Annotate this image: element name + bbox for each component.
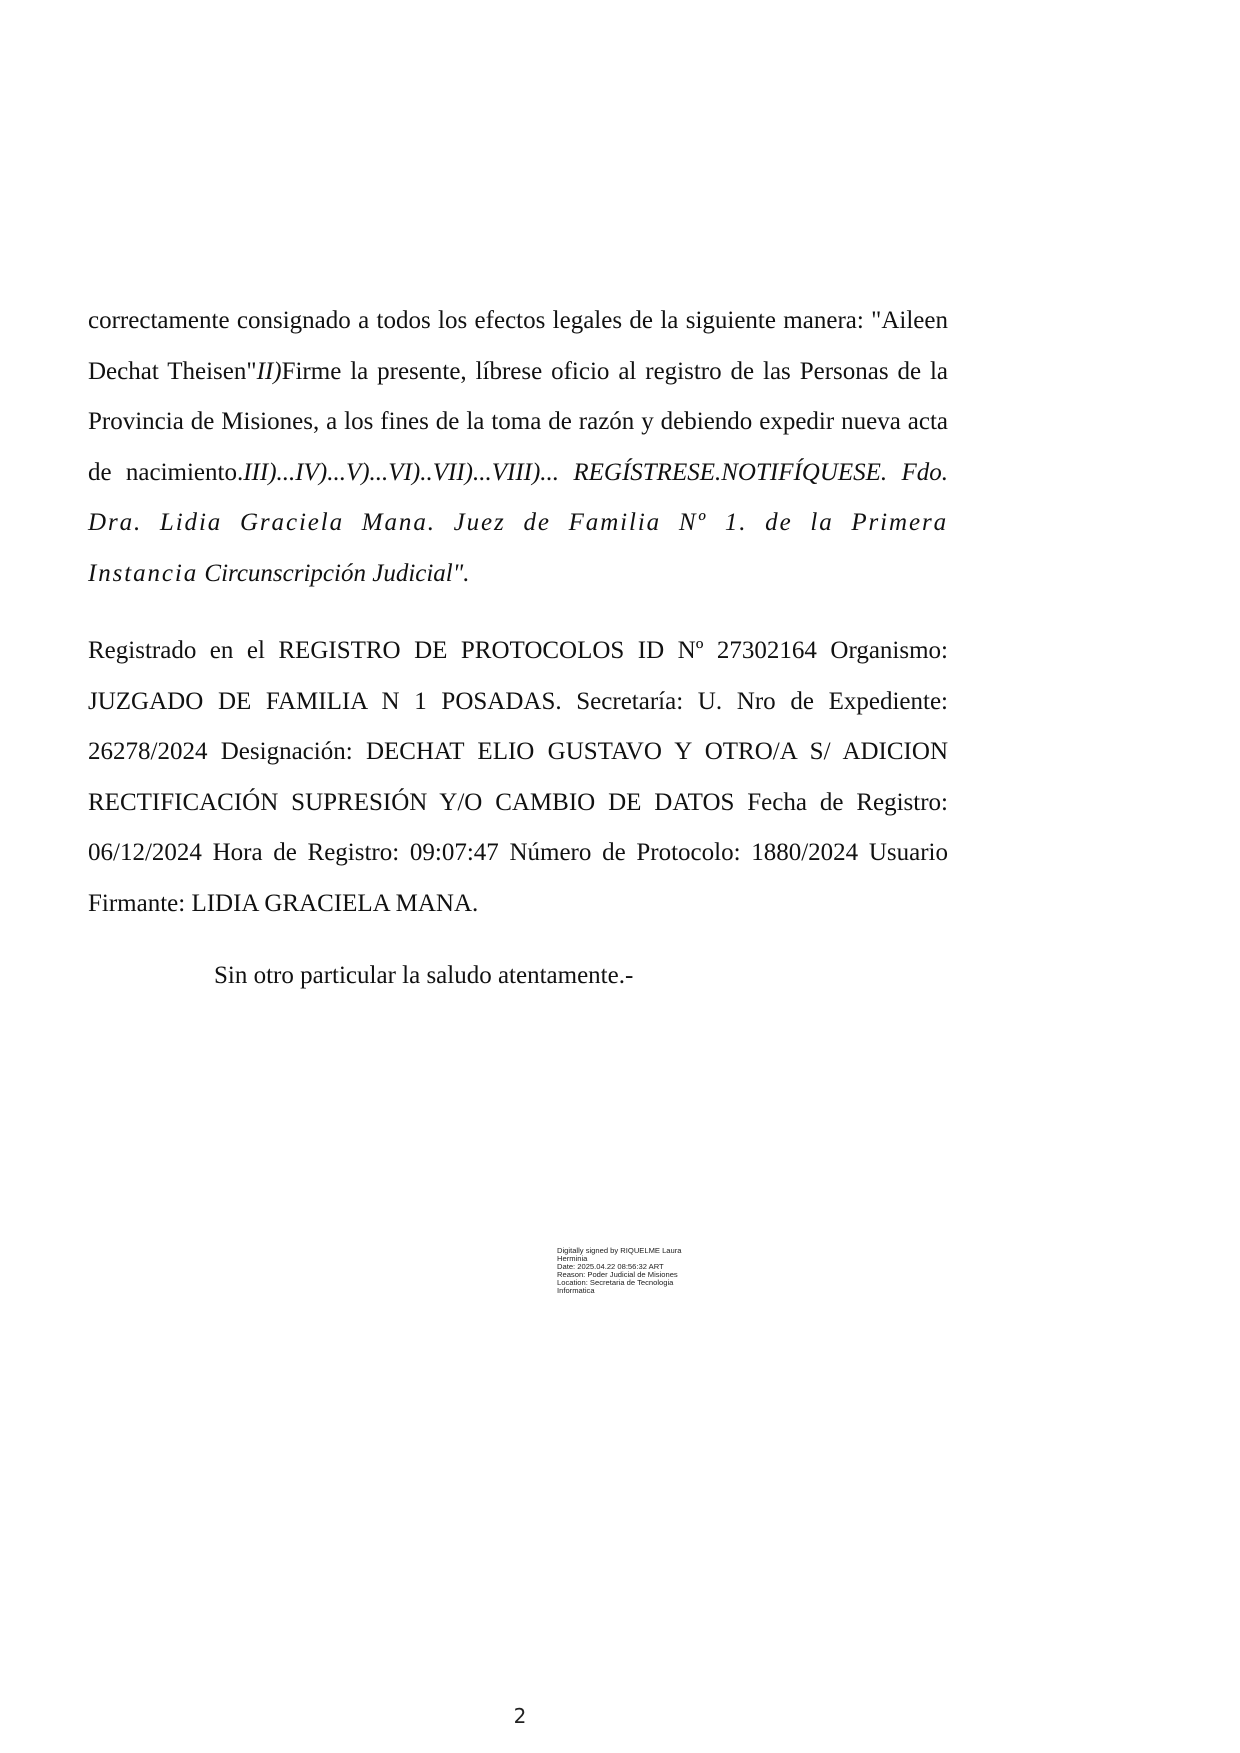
resolution-items-register: III)...IV)...V)...VI)..VII)...VIII)... REGÍSTRESE.NOTIFÍQUESE. Fdo. (243, 458, 949, 486)
closing-salutation: Sin otro particular la saludo atentamente.- (214, 962, 634, 989)
resolution-excerpt-paragraph (88, 296, 948, 599)
jurisdiction-line: Circunscripción Judicial". (204, 559, 470, 587)
signature-line: Informatica (557, 1286, 595, 1296)
signature-line: Date: 2025.04.22 08:56:32 ART (557, 1262, 664, 1272)
signature-line: Digitally signed by RIQUELME Laura (557, 1246, 682, 1255)
resolution-text-order: Firme la presente, líbrese oficio al registro de las Personas de la Provincia de Misiones, a los fines de la toma de razón y debiendo expedir nueva acta de nacimiento. (88, 357, 949, 486)
digital-signature-stamp (557, 1247, 757, 1296)
judge-signature-line: Dra. Lidia Graciela Mana. Juez de Familia Nº 1. de la Primera Instancia (88, 509, 948, 587)
signature-line: Herminia (557, 1254, 588, 1264)
resolution-item-ii: II) (256, 357, 282, 385)
resolution-text-start: correctamente consignado a todos los efectos legales de la siguiente manera: "Aileen Dechat Theisen" (88, 307, 948, 385)
registry-details-paragraph: Registrado en el REGISTRO DE PROTOCOLOS ID Nº 27302164 Organismo: JUZGADO DE FAMILIA N 1 POSADAS. Secretaría: U. Nro de Expediente: 26278/2024 Designación: DECHAT ELIO GUSTAVO Y OTRO/A S/ ADICION RECTIFICACIÓN SUPRESIÓN Y/O CAMBIO DE DATOS Fecha de Registro: 06/12/2024 Hora de Registro: 09:07:47 Número de Protocolo: 1880/2024 Usuario Firmante: LIDIA GRACIELA MANA. (88, 637, 948, 917)
page-number: 2 (513, 1704, 527, 1728)
signature-line: Location: Secretaria de Tecnologia (557, 1278, 674, 1288)
signature-line: Reason: Poder Judicial de Misiones (557, 1270, 678, 1280)
